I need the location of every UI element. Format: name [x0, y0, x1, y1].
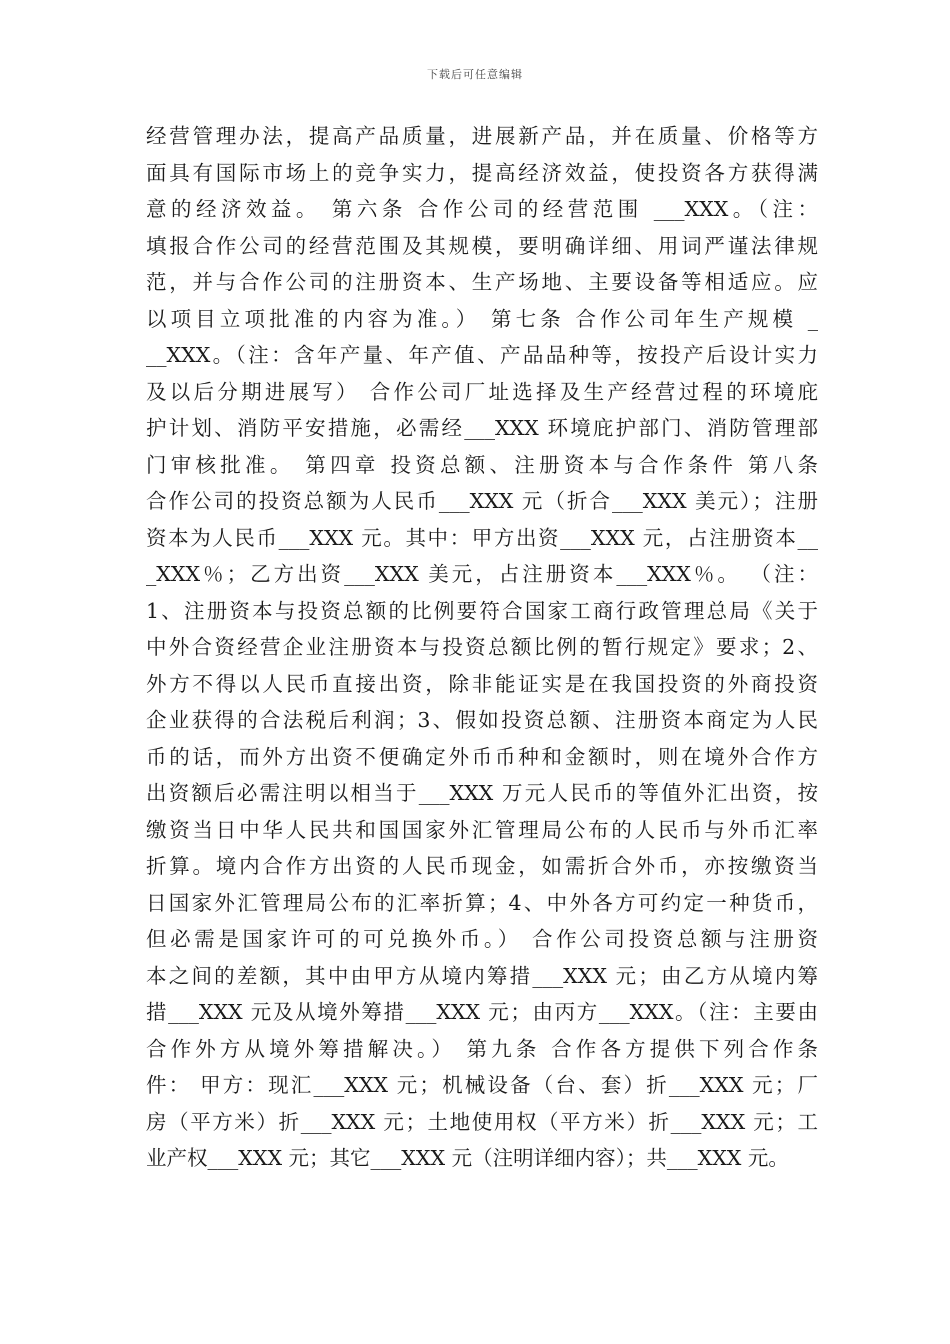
text-line: 资本为人民币___XXX 元。其中：甲方出资___XXX 元，占注册资本__	[146, 525, 818, 550]
document-body	[146, 118, 818, 1177]
text-line: 门审核批准。 第四章 投资总额、注册资本与合作条件 第八条	[146, 452, 818, 477]
text-line: 件： 甲方：现汇___XXX 元；机械设备（台、套）折___XXX 元；厂	[146, 1073, 818, 1097]
text-line: __XXX。（注：含年产量、年产值、产品品种等，按投产后设计实力	[146, 343, 818, 367]
text-line: 合作外方从境外筹措解决。） 第九条 合作各方提供下列合作条	[146, 1036, 818, 1061]
text-line: 经营管理办法，提高产品质量，进展新产品，并在质量、价格等方	[146, 124, 818, 148]
text-line: 护计划、消防平安措施，必需经___XXX 环境庇护部门、消防管理部	[146, 416, 818, 440]
text-line: 出资额后必需注明以相当于___XXX 万元人民币的等值外汇出资，按	[146, 781, 818, 805]
page-header: 下载后可任意编辑	[427, 68, 523, 81]
text-line: 币的话，而外方出资不便确定外币币种和金额时，则在境外合作方	[146, 744, 818, 769]
text-line: 面具有国际市场上的竞争实力，提高经济效益，使投资各方获得满	[146, 160, 818, 185]
text-line: 折算。境内合作方出资的人民币现金，如需折合外币，亦按缴资当	[146, 854, 818, 878]
text-line: 但必需是国家许可的可兑换外币。） 合作公司投资总额与注册资	[146, 927, 818, 951]
text-line: 日国家外汇管理局公布的汇率折算；4、中外各方可约定一种货币，	[146, 890, 818, 915]
text-line: 外方不得以人民币直接出资，除非能证实是在我国投资的外商投资	[146, 671, 818, 696]
text-line: 措___XXX 元及从境外筹措___XXX 元；由丙方___XXX。（注：主要由	[146, 1000, 818, 1024]
text-line: 业产权___XXX 元；其它___XXX 元（注明详细内容）；共___XXX 元。	[146, 1146, 789, 1170]
text-line: 中外合资经营企业注册资本与投资总额比例的暂行规定》要求；2、	[146, 635, 818, 659]
text-line: 房（平方米）折___XXX 元；土地使用权（平方米）折___XXX 元；工	[146, 1109, 818, 1134]
text-line: 范，并与合作公司的注册资本、生产场地、主要设备等相适应。应	[146, 270, 818, 294]
text-line: 合作公司的投资总额为人民币___XXX 元（折合___XXX 美元）；注册	[146, 489, 818, 513]
text-line: 及以后分期进展写） 合作公司厂址选择及生产经营过程的环境庇	[146, 379, 818, 404]
text-line: 缴资当日中华人民共和国国家外汇管理局公布的人民币与外币汇率	[146, 817, 818, 842]
text-line: 意的经济效益。 第六条 合作公司的经营范围 ___XXX。（注：	[146, 197, 818, 221]
text-line: 填报合作公司的经营范围及其规模，要明确详细、用词严谨法律规	[146, 233, 818, 258]
text-line: 本之间的差额，其中由甲方从境内筹措___XXX 元；由乙方从境内筹	[146, 963, 818, 988]
text-line: 1、注册资本与投资总额的比例要符合国家工商行政管理总局《关于	[146, 598, 818, 623]
text-line: _XXX％；乙方出资___XXX 美元，占注册资本___XXX％。 （注：	[146, 562, 818, 586]
text-line: 以项目立项批准的内容为准。） 第七条 合作公司年生产规模 _	[146, 306, 818, 331]
text-line: 企业获得的合法税后利润；3、假如投资总额、注册资本商定为人民	[146, 708, 818, 732]
